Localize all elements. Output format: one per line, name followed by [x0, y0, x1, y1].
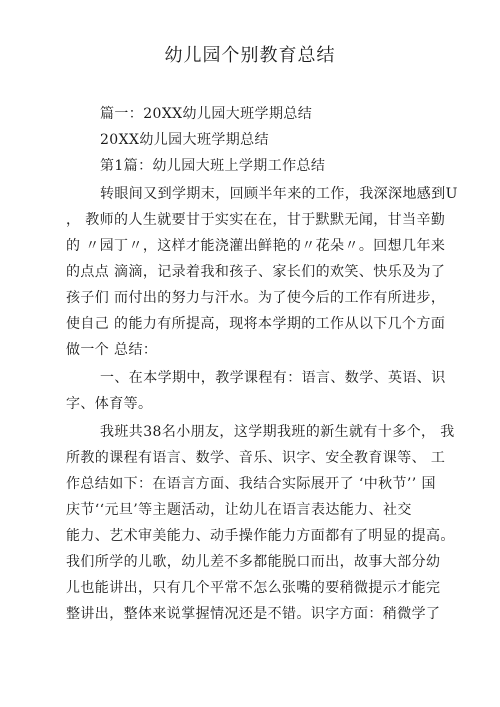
paragraph-line: 做一个 总结：: [66, 342, 158, 358]
article-subheading: 20XX幼儿园大班学期总结: [100, 132, 269, 148]
paragraph-line: ， 教师的人生就要甘于实实在在，甘于默默无闻，甘当辛勤: [66, 212, 446, 228]
paragraph-line: 的 〃园丁〃，这样才能浇灌出鲜艳的〃花朵〃。回想几年来: [66, 238, 446, 254]
paragraph-line: 整讲出，整体来说掌握情况还是不错。识字方面：稍微学了: [66, 606, 441, 622]
paragraph-line: 的点点 滴滴，记录着我和孩子、家长们的欢笑、快乐及为了: [66, 264, 446, 280]
paragraph-line: 转眼间又到学期末，回顾半年来的工作，我深深地感到U: [100, 186, 458, 202]
paragraph-line: 使自己 的能力有所提高，现将本学期的工作从以下几个方面: [66, 316, 446, 332]
article-heading: 篇一：20XX幼儿园大班学期总结: [100, 106, 313, 122]
paragraph-line: 所教的课程有语言、数学、音乐、识字、安全教育课等、 工: [66, 450, 446, 466]
paragraph-line: 作总结如下：在语言方面、我结合实际展开了 ‘中秋节’’ 国: [66, 476, 436, 492]
paragraph-line: 孩子们 而付出的努力与汗水。为了使今后的工作有所进步，: [66, 290, 446, 306]
section-heading: 第1篇：幼儿园大班上学期工作总结: [100, 158, 326, 174]
paragraph-line: 庆节‘‘元旦’等主题活动，让幼儿在语言表达能力、社交: [66, 502, 412, 518]
paragraph-line: 儿也能讲出，只有几个平常不怎么张嘴的要稍微提示才能完: [66, 580, 441, 596]
document-title: 幼儿园个别教育总结: [164, 45, 336, 66]
paragraph-line: 一、在本学期中，教学课程有：语言、数学、英语、识: [100, 370, 446, 386]
paragraph-line: 能力、艺术审美能力、动手操作能力方面都有了明显的提高。: [66, 528, 455, 544]
paragraph-line: 我们所学的儿歌，幼儿差不多都能脱口而出，故事大部分幼: [66, 554, 441, 570]
paragraph-line: 字、体育等。: [66, 396, 153, 412]
paragraph-line: 我班共38名小朋友，这学期我班的新生就有十多个， 我: [100, 424, 455, 440]
